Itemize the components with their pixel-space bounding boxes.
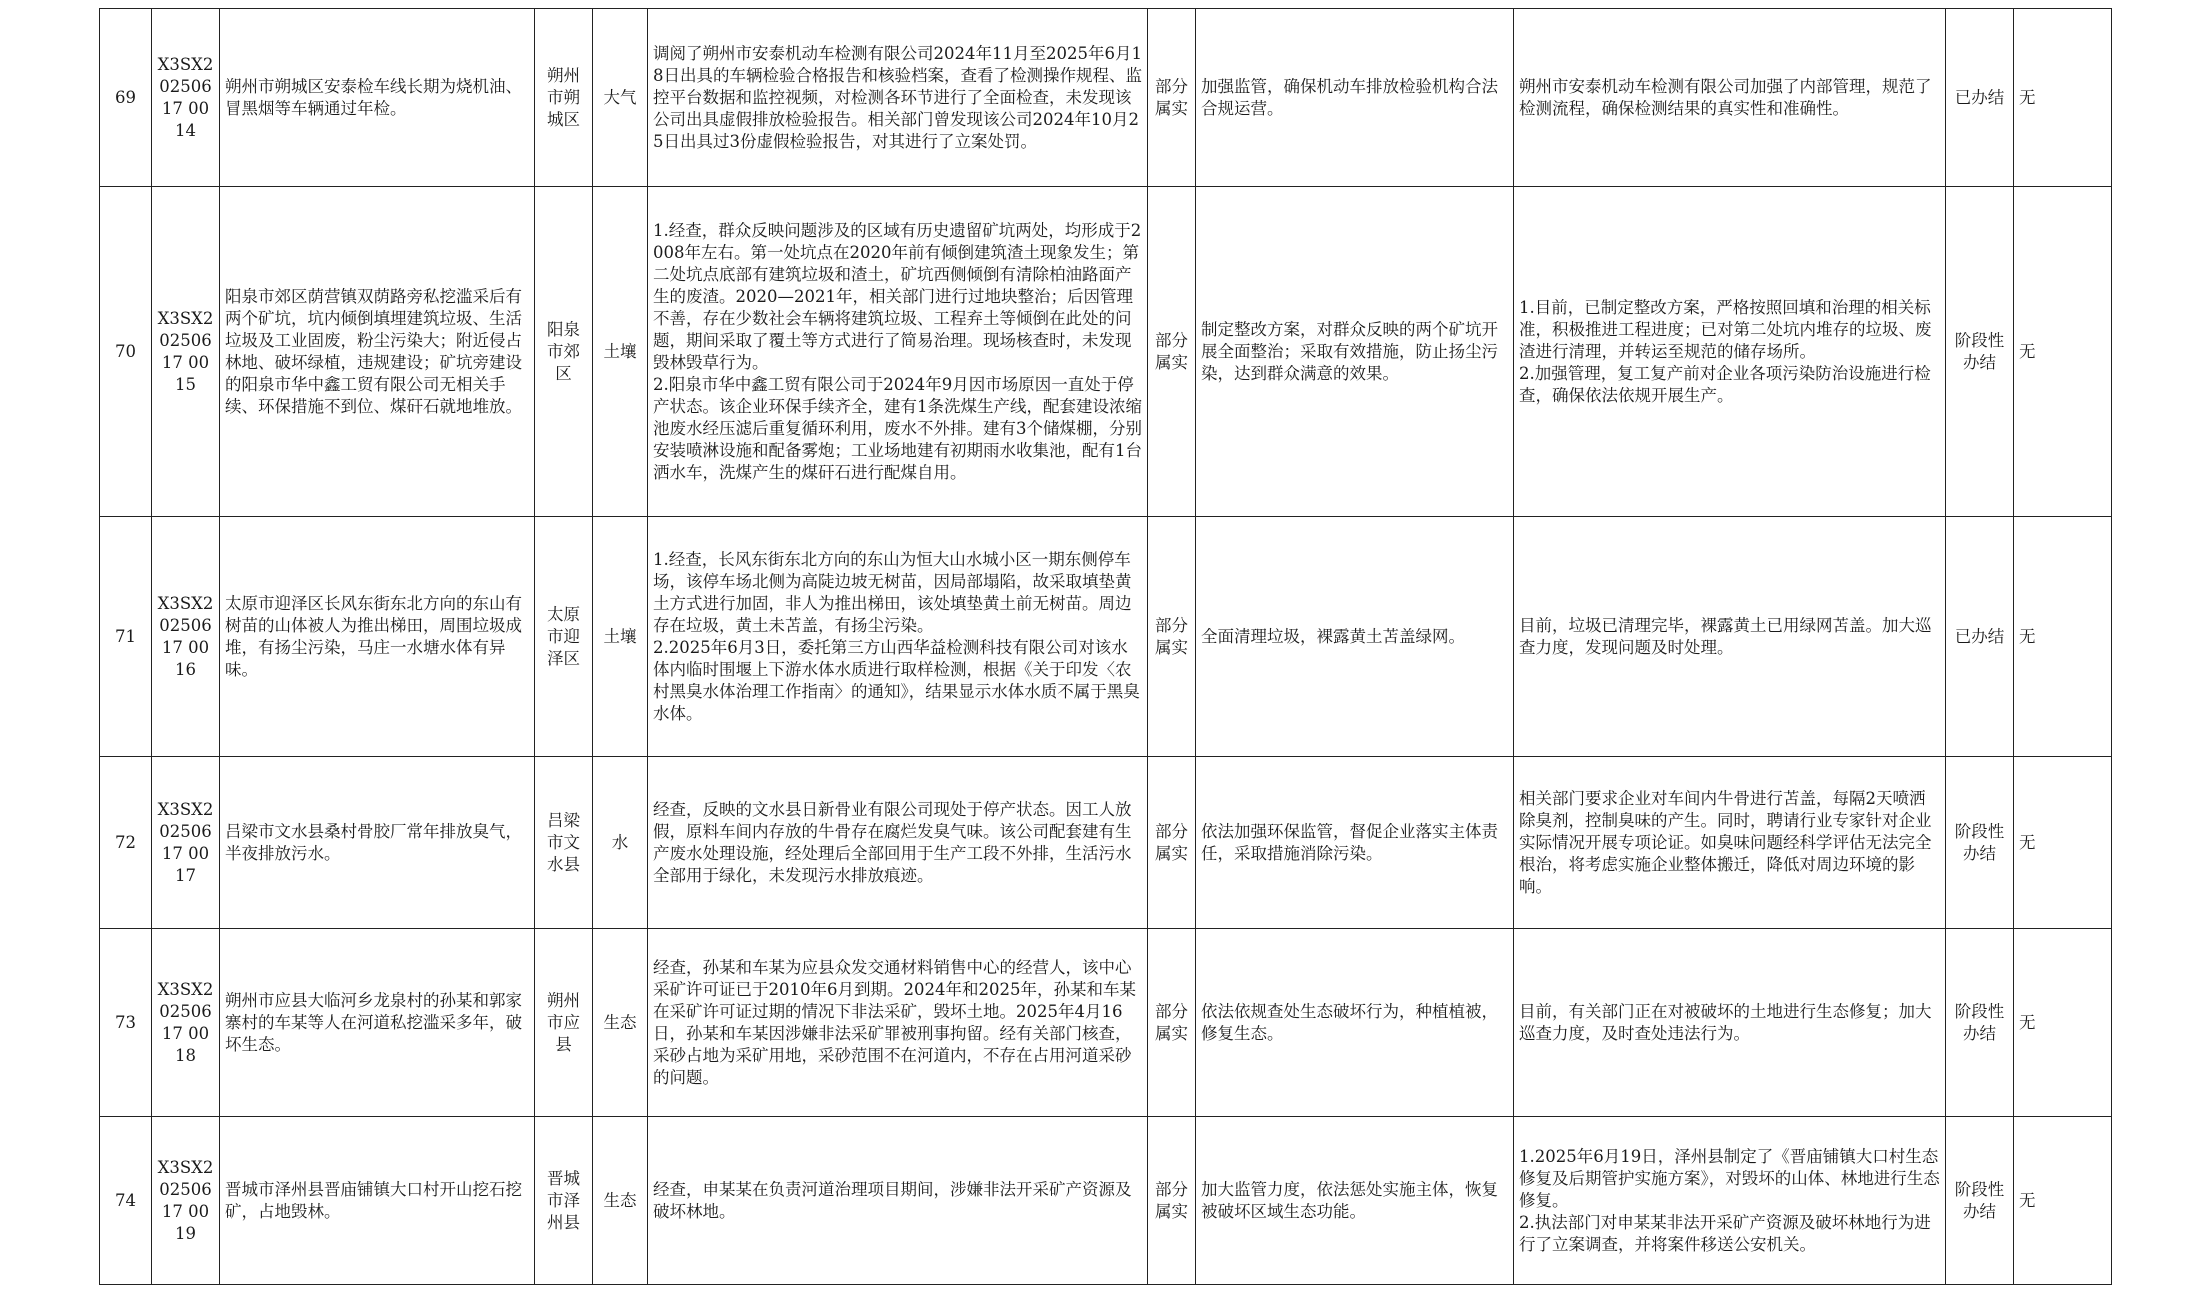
rectification-result: 目前，有关部门正在对被破坏的土地进行生态修复；加大巡查力度，及时查处违法行为。	[1514, 929, 1946, 1117]
accountability: 无	[2014, 187, 2112, 517]
case-status: 已办结	[1946, 9, 2014, 187]
complaint-content: 吕梁市文水县桑村骨胶厂常年排放臭气，半夜排放污水。	[220, 757, 535, 929]
investigation-details: 1.经查，群众反映问题涉及的区域有历史遗留矿坑两处，均形成于2008年左右。第一处坑点在2020年前有倾倒建筑渣土现象发生；第二处坑点底部有建筑垃圾和渣土，矿坑西侧倾倒有清除柏油路面产生的废渣。2020—2021年，相关部门进行过地块整治；后因管理不善，存在少数社会车辆将建筑垃圾、工程弃土等倾倒在此处的问题，期间采取了覆土等方式进行了简易治理。现场核查时，未发现毁林毁草行为。 2.阳泉市华中鑫工贸有限公司于2024年9月因市场原因一直处于停产状态。该企业环保手续齐全，建有1条洗煤生产线，配套建设浓缩池废水经压滤后重复循环利用，废水不外排。建有3个储煤棚，分别安装喷淋设施和配备雾炮；工业场地建有初期雨水收集池，配有1台洒水车，洗煤产生的煤矸石进行配煤自用。	[648, 187, 1148, 517]
complaint-content: 晋城市泽州县晋庙铺镇大口村开山挖石挖矿，占地毁林。	[220, 1117, 535, 1285]
case-code: X3SX20250617 0017	[152, 757, 220, 929]
accountability: 无	[2014, 929, 2112, 1117]
pollution-category: 大气	[593, 9, 648, 187]
table-body	[100, 9, 2112, 1285]
pollution-category: 土壤	[593, 517, 648, 757]
case-status: 已办结	[1946, 517, 2014, 757]
table-row	[100, 757, 2112, 929]
measures: 全面清理垃圾，裸露黄土苫盖绿网。	[1196, 517, 1514, 757]
verdict: 部分属实	[1148, 517, 1196, 757]
investigation-details: 1.经查，长风东街东北方向的东山为恒大山水城小区一期东侧停车场，该停车场北侧为高陡边坡无树苗，因局部塌陷，故采取填垫黄土方式进行加固，非人为推出梯田，该处填垫黄土前无树苗。周边存在垃圾，黄土未苫盖，有扬尘污染。 2.2025年6月3日，委托第三方山西华益检测科技有限公司对该水体内临时围堰上下游水体水质进行取样检测，根据《关于印发〈农村黑臭水体治理工作指南〉的通知》，结果显示水体水质不属于黑臭水体。	[648, 517, 1148, 757]
rectification-result: 1.2025年6月19日，泽州县制定了《晋庙铺镇大口村生态修复及后期管护实施方案》，对毁坏的山体、林地进行生态修复。 2.执法部门对申某某非法开采矿产资源及破坏林地行为进行了立案调查，并将案件移送公安机关。	[1514, 1117, 1946, 1285]
accountability: 无	[2014, 517, 2112, 757]
table-row	[100, 1117, 2112, 1285]
row-number: 74	[100, 1117, 152, 1285]
rectification-result: 目前，垃圾已清理完毕，裸露黄土已用绿网苫盖。加大巡查力度，发现问题及时处理。	[1514, 517, 1946, 757]
measures: 依法加强环保监管，督促企业落实主体责任，采取措施消除污染。	[1196, 757, 1514, 929]
district: 吕梁市文水县	[535, 757, 593, 929]
row-number: 73	[100, 929, 152, 1117]
district: 朔州市朔城区	[535, 9, 593, 187]
verdict: 部分属实	[1148, 757, 1196, 929]
pollution-category: 生态	[593, 1117, 648, 1285]
case-code: X3SX20250617 0015	[152, 187, 220, 517]
rectification-result: 1.目前，已制定整改方案，严格按照回填和治理的相关标准，积极推进工程进度；已对第二处坑内堆存的垃圾、废渣进行清理，并转运至规范的储存场所。 2.加强管理，复工复产前对企业各项污染防治设施进行检查，确保依法依规开展生产。	[1514, 187, 1946, 517]
complaint-content: 朔州市应县大临河乡龙泉村的孙某和郭家寨村的车某等人在河道私挖滥采多年，破坏生态。	[220, 929, 535, 1117]
case-code: X3SX20250617 0016	[152, 517, 220, 757]
table-row	[100, 929, 2112, 1117]
verdict: 部分属实	[1148, 1117, 1196, 1285]
case-code: X3SX20250617 0018	[152, 929, 220, 1117]
table-row	[100, 517, 2112, 757]
investigation-details: 经查，孙某和车某为应县众发交通材料销售中心的经营人，该中心采矿许可证已于2010年6月到期。2024年和2025年，孙某和车某在采矿许可证过期的情况下非法采矿，毁坏土地。2025年4月16日，孙某和车某因涉嫌非法采矿罪被刑事拘留。经有关部门核查，采砂占地为采矿用地，采砂范围不在河道内，不存在占用河道采砂的问题。	[648, 929, 1148, 1117]
investigation-details: 调阅了朔州市安泰机动车检测有限公司2024年11月至2025年6月18日出具的车辆检验合格报告和核验档案，查看了检测操作规程、监控平台数据和监控视频，对检测各环节进行了全面检查，未发现该公司出具虚假排放检验报告。相关部门曾发现该公司2024年10月25日出具过3份虚假检验报告，对其进行了立案处罚。	[648, 9, 1148, 187]
pollution-category: 土壤	[593, 187, 648, 517]
complaint-table	[99, 8, 2112, 1285]
rectification-result: 相关部门要求企业对车间内牛骨进行苫盖，每隔2天喷洒除臭剂，控制臭味的产生。同时，聘请行业专家针对企业实际情况开展专项论证。如臭味问题经科学评估无法完全根治，将考虑实施企业整体搬迁，降低对周边环境的影响。	[1514, 757, 1946, 929]
verdict: 部分属实	[1148, 187, 1196, 517]
case-status: 阶段性办结	[1946, 929, 2014, 1117]
measures: 加强监管，确保机动车排放检验机构合法合规运营。	[1196, 9, 1514, 187]
district: 朔州市应县	[535, 929, 593, 1117]
verdict: 部分属实	[1148, 929, 1196, 1117]
investigation-details: 经查，申某某在负责河道治理项目期间，涉嫌非法开采矿产资源及破坏林地。	[648, 1117, 1148, 1285]
table-row	[100, 187, 2112, 517]
accountability: 无	[2014, 1117, 2112, 1285]
pollution-category: 水	[593, 757, 648, 929]
table-row	[100, 9, 2112, 187]
row-number: 72	[100, 757, 152, 929]
measures: 依法依规查处生态破坏行为，种植植被，修复生态。	[1196, 929, 1514, 1117]
district: 晋城市泽州县	[535, 1117, 593, 1285]
accountability: 无	[2014, 757, 2112, 929]
measures: 加大监管力度，依法惩处实施主体，恢复被破坏区域生态功能。	[1196, 1117, 1514, 1285]
row-number: 71	[100, 517, 152, 757]
verdict: 部分属实	[1148, 9, 1196, 187]
case-code: X3SX20250617 0014	[152, 9, 220, 187]
case-status: 阶段性办结	[1946, 757, 2014, 929]
district: 太原市迎泽区	[535, 517, 593, 757]
case-code: X3SX20250617 0019	[152, 1117, 220, 1285]
rectification-result: 朔州市安泰机动车检测有限公司加强了内部管理，规范了检测流程，确保检测结果的真实性和准确性。	[1514, 9, 1946, 187]
investigation-details: 经查，反映的文水县日新骨业有限公司现处于停产状态。因工人放假，原料车间内存放的牛骨存在腐烂发臭气味。该公司配套建有生产废水处理设施，经处理后全部回用于生产工段不外排，生活污水全部用于绿化，未发现污水排放痕迹。	[648, 757, 1148, 929]
row-number: 69	[100, 9, 152, 187]
measures: 制定整改方案，对群众反映的两个矿坑开展全面整治；采取有效措施，防止扬尘污染，达到群众满意的效果。	[1196, 187, 1514, 517]
pollution-category: 生态	[593, 929, 648, 1117]
complaint-content: 朔州市朔城区安泰检车线长期为烧机油、冒黑烟等车辆通过年检。	[220, 9, 535, 187]
row-number: 70	[100, 187, 152, 517]
case-status: 阶段性办结	[1946, 187, 2014, 517]
accountability: 无	[2014, 9, 2112, 187]
complaint-content: 太原市迎泽区长风东街东北方向的东山有树苗的山体被人为推出梯田，周围垃圾成堆，有扬尘污染，马庄一水塘水体有异味。	[220, 517, 535, 757]
district: 阳泉市郊区	[535, 187, 593, 517]
case-status: 阶段性办结	[1946, 1117, 2014, 1285]
complaint-content: 阳泉市郊区荫营镇双荫路旁私挖滥采后有两个矿坑，坑内倾倒填埋建筑垃圾、生活垃圾及工业固废，粉尘污染大；附近侵占林地、破坏绿植，违规建设；矿坑旁建设的阳泉市华中鑫工贸有限公司无相关手续、环保措施不到位、煤矸石就地堆放。	[220, 187, 535, 517]
